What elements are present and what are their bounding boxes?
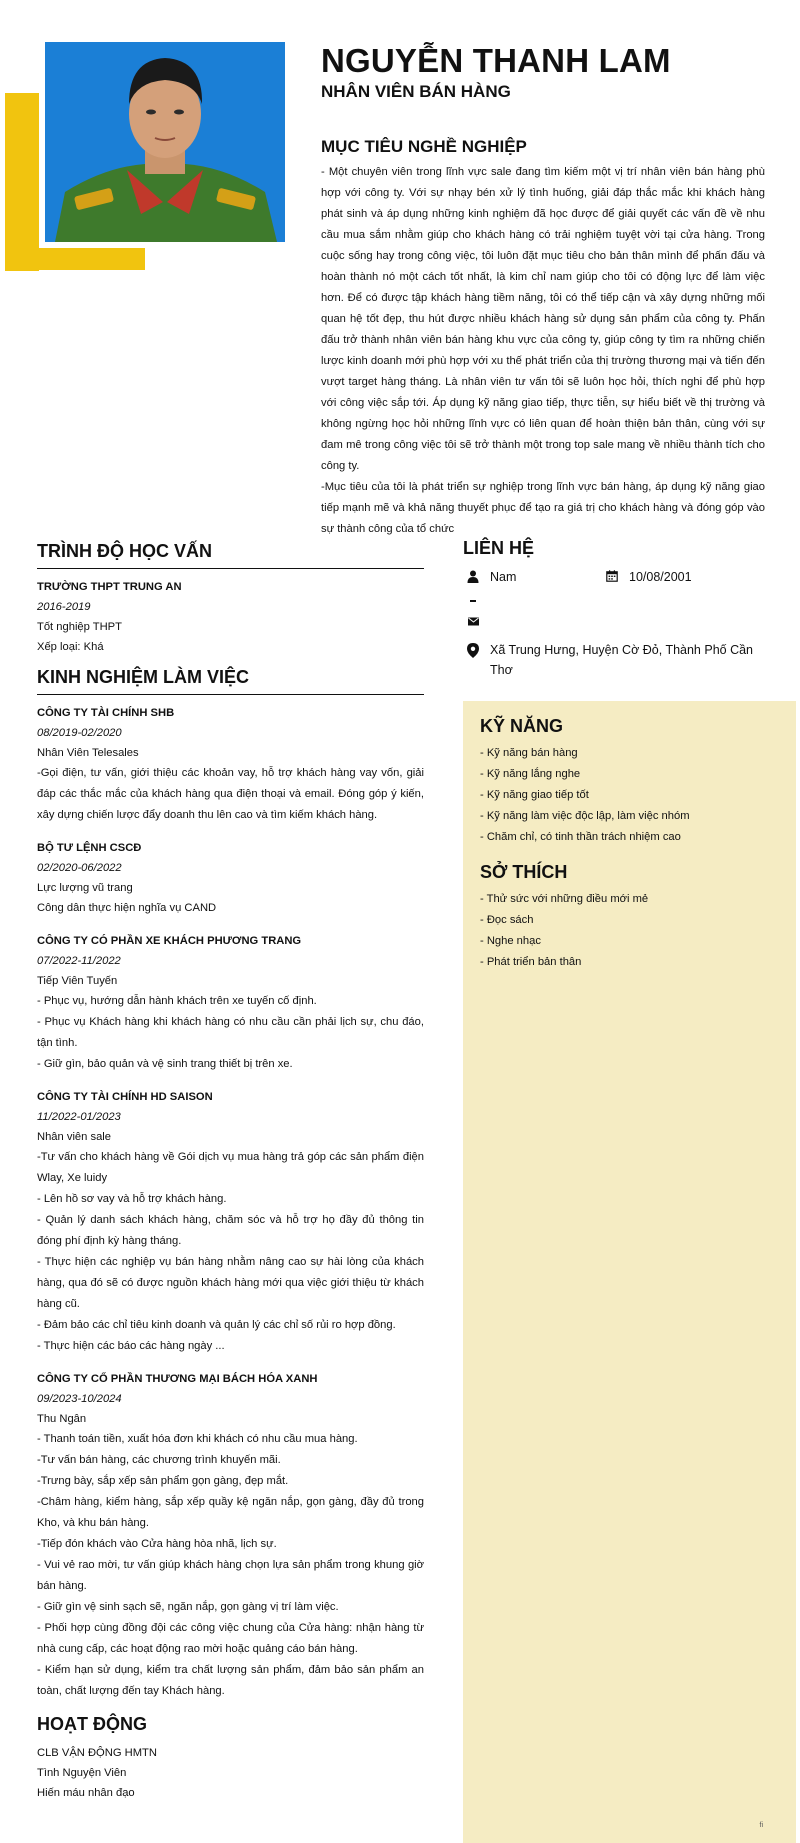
calendar-icon [602, 567, 622, 582]
birthdate-value: 10/08/2001 [629, 570, 692, 584]
yellow-accent-vertical [5, 93, 39, 271]
activity-item: CLB VẬN ĐỘNG HMTN [37, 1747, 157, 1759]
hobby-item: - Đọc sách [480, 914, 534, 926]
job-period: 02/2020-06/2022 [37, 862, 122, 874]
job-detail: -Tiếp đón khách vào Cửa hàng hòa nhã, lịch sự. [37, 1538, 277, 1550]
education-line: Tốt nghiệp THPT [37, 621, 122, 633]
hobbies-list [480, 889, 780, 973]
hobbies-title: SỞ THÍCH [480, 862, 568, 882]
contact-title: LIÊN HỆ [463, 538, 535, 558]
company-name: CÔNG TY CÓ PHẦN XE KHÁCH PHƯƠNG TRANG [37, 935, 302, 947]
person-icon [463, 567, 483, 583]
contact-row-phone [463, 596, 763, 610]
experience-entry [37, 838, 424, 919]
skill-item: - Kỹ năng làm việc độc lập, làm việc nhóm [480, 810, 690, 822]
phone-icon [463, 596, 483, 603]
job-position: Tiếp Viên Tuyến [37, 975, 118, 987]
job-detail: - Thanh toán tiền, xuất hóa đơn khi khách có nhu cầu mua hàng. [37, 1433, 358, 1445]
envelope-icon [463, 614, 483, 626]
job-detail: - Quản lý danh sách khách hàng, chăm sóc và hỗ trợ họ đầy đủ thông tin đóng phí định kỳ hàng tháng. [37, 1214, 424, 1247]
portrait-illustration [45, 42, 285, 242]
skill-item: - Kỹ năng bán hàng [480, 747, 578, 759]
objective-text [321, 162, 765, 540]
skill-item: - Kỹ năng lắng nghe [480, 768, 581, 780]
profile-photo [45, 42, 285, 242]
objective-paragraph: -Mục tiêu của tôi là phát triển sự nghiệp trong lĩnh vực bán hàng, áp dụng kỹ năng giao tiếp mạnh mẽ và khả năng thuyết phục để tạo ra giá trị cho khách hàng và đóng góp vào sự thành công của tổ chức [321, 481, 765, 535]
candidate-name: NGUYỄN THANH LAM [321, 42, 671, 79]
job-period: 09/2023-10/2024 [37, 1393, 122, 1405]
objective-title: MỤC TIÊU NGHỀ NGHIỆP [321, 137, 527, 156]
job-period: 11/2022-01/2023 [37, 1111, 121, 1123]
job-detail: - Giữ gìn vệ sinh sạch sẽ, ngăn nắp, gọn gàng vị trí làm việc. [37, 1601, 339, 1613]
skills-title: KỸ NĂNG [480, 716, 564, 736]
job-period: 07/2022-11/2022 [37, 955, 121, 967]
job-detail: -Tư vấn cho khách hàng về Gói dịch vụ mua hàng trả góp các sản phẩm điện Wlay, Xe luidy [37, 1151, 424, 1184]
yellow-accent-horizontal [5, 248, 145, 270]
contact-section [463, 538, 763, 680]
experience-entry [37, 1087, 424, 1357]
job-period: 08/2019-02/2020 [37, 727, 122, 739]
hobby-item: - Nghe nhạc [480, 935, 541, 947]
left-column [37, 541, 424, 1803]
job-position: Thu Ngân [37, 1413, 87, 1425]
experience-entry [37, 931, 424, 1075]
job-detail: - Thực hiện các nghiệp vụ bán hàng nhằm nâng cao sự hài lòng của khách hàng, qua đó sẽ có được nguồn khách hàng mới qua việc giới thiệu từ khách hàng cũ. [37, 1256, 424, 1310]
side-panel [463, 701, 796, 1843]
location-pin-icon [463, 640, 483, 658]
job-detail: -Gọi điện, tư vấn, giới thiệu các khoản vay, hỗ trợ khách hàng vay vốn, giải đáp các thắc mắc của khách hàng qua điện thoại và email. Đóng góp ý kiến, xây dựng chiến lược đẩy doanh thu lên cao và tìm kiếm khách hàng. [37, 767, 424, 821]
job-detail: -Tư vấn bán hàng, các chương trình khuyến mãi. [37, 1454, 281, 1466]
company-name: CÔNG TY TÀI CHÍNH SHB [37, 707, 175, 719]
job-detail: - Phối hợp cùng đồng đội các công việc chung của Cửa hàng: nhận hàng từ nhà cung cấp, các hoạt động rao mời hoặc quảng cáo bán hàng. [37, 1622, 424, 1655]
skills-section [480, 716, 780, 848]
job-position: Nhân Viên Telesales [37, 747, 139, 759]
company-name: CÔNG TY TÀI CHÍNH HD SAISON [37, 1091, 213, 1103]
experience-entry [37, 703, 424, 826]
address-value: Xã Trung Hưng, Huyện Cờ Đỏ, Thành Phố Cần Thơ [490, 643, 754, 677]
education-title: TRÌNH ĐỘ HỌC VẤN [37, 541, 424, 569]
school-name: TRƯỜNG THPT TRUNG AN [37, 581, 182, 593]
job-detail: - Phục vụ Khách hàng khi khách hàng có nhu cầu cần phải lịch sự, chu đáo, tận tình. [37, 1016, 424, 1049]
job-detail: Công dân thực hiện nghĩa vụ CAND [37, 902, 217, 914]
activities-list [37, 1743, 424, 1803]
job-detail: -Trưng bày, sắp xếp sản phẩm gọn gàng, đẹp mắt. [37, 1475, 289, 1487]
job-detail: - Kiểm hạn sử dụng, kiểm tra chất lượng sản phẩm, đảm bảo sản phẩm an toàn, chất lượng đến tay Khách hàng. [37, 1664, 424, 1697]
job-detail: - Phục vụ, hướng dẫn hành khách trên xe tuyến cố định. [37, 995, 317, 1007]
contact-row-email [463, 614, 763, 636]
page-mark: fi [759, 1822, 763, 1829]
job-detail: - Lên hồ sơ vay và hỗ trợ khách hàng. [37, 1193, 227, 1205]
education-entry [37, 577, 424, 657]
experience-entry [37, 1369, 424, 1702]
contact-row-gender-birthdate [463, 567, 763, 587]
company-name: CÔNG TY CỔ PHẦN THƯƠNG MẠI BÁCH HÓA XANH [37, 1373, 318, 1385]
hobbies-section [480, 862, 780, 973]
hobby-item: - Phát triển bản thân [480, 956, 582, 968]
company-name: BỘ TƯ LỆNH CSCĐ [37, 842, 142, 854]
job-detail: - Đảm bảo các chỉ tiêu kinh doanh và quản lý các chỉ số rủi ro hợp đồng. [37, 1319, 396, 1331]
side-panel-content [480, 716, 780, 987]
skill-item: - Chăm chỉ, có tinh thần trách nhiệm cao [480, 831, 681, 843]
activity-item: Hiến máu nhân đạo [37, 1787, 135, 1799]
objective-paragraph: - Một chuyên viên trong lĩnh vực sale đang tìm kiếm một vị trí nhân viên bán hàng phù hợp với công ty. Với sự nhạy bén xử lý tình huống, giải đáp thắc mắc khi khách hàng phát sinh và áp dụng những kinh nghiệm đã học được để giải quyết các vấn đề về nhu cầu mua sắm nhằm giúp cho khách hàng có trải nghiệm tuyệt vời tại cửa hàng. Trong cuộc sống hay trong công việc, tôi luôn đặt mục tiêu cho bản thân mình để phấn đấu và hoàn thành nó một cách tốt nhất, là kim chỉ nam giúp cho tôi có động lực để làm việc hơn. Để có được tập khách hàng tiềm năng, tôi có thể tiếp cận và xây dựng những mối quan hệ tốt đẹp, thu hút được nhiều khách hàng sử dụng sản phẩm của công ty. Phấn đấu trở thành nhân viên bán hàng khu vực của công ty, giúp công ty tìm ra những chiến lược kinh doanh mới phù hợp với xu thế phát triển của thị trường thương mại và tiến đến vượt target hàng tháng. Là nhân viên tư vấn tôi sẽ luôn học hỏi, thích nghi để phù hợp với công việc sắp tới. Áp dụng kỹ năng giao tiếp, thực tiễn, sự hiểu biết về thị trường và không ngừng học hỏi những lĩnh vực có liên quan để hoàn thiện bản thân, cùng với sự đam mê trong công việc tôi sẽ trở thành một trong top sale mang về nhiều thành tích cho công ty. [321, 166, 765, 472]
hobby-item: - Thử sức với những điều mới mẻ [480, 893, 649, 905]
candidate-role: NHÂN VIÊN BÁN HÀNG [321, 82, 511, 101]
job-position: Lực lượng vũ trang [37, 882, 133, 894]
education-period: 2016-2019 [37, 601, 91, 613]
skills-list [480, 743, 780, 848]
experience-title: KINH NGHIỆM LÀM VIỆC [37, 667, 424, 695]
contact-row-address [463, 640, 763, 680]
activity-item: Tình Nguyện Viên [37, 1767, 127, 1779]
job-detail: - Vui vẻ rao mời, tư vấn giúp khách hàng chọn lựa sản phẩm trong khung giờ bán hàng. [37, 1559, 424, 1592]
job-position: Nhân viên sale [37, 1131, 112, 1143]
job-detail: -Châm hàng, kiểm hàng, sắp xếp quầy kệ ngăn nắp, gọn gàng, đầy đủ trong Kho, và khu bán hàng. [37, 1496, 424, 1529]
activities-title: HOẠT ĐỘNG [37, 1714, 147, 1734]
skill-item: - Kỹ năng giao tiếp tốt [480, 789, 589, 801]
job-detail: - Giữ gìn, bảo quản và vệ sinh trang thiết bị trên xe. [37, 1058, 293, 1070]
gender-value: Nam [490, 570, 517, 584]
job-detail: - Thực hiện các báo các hàng ngày ... [37, 1340, 225, 1352]
education-line: Xếp loại: Khá [37, 641, 104, 653]
